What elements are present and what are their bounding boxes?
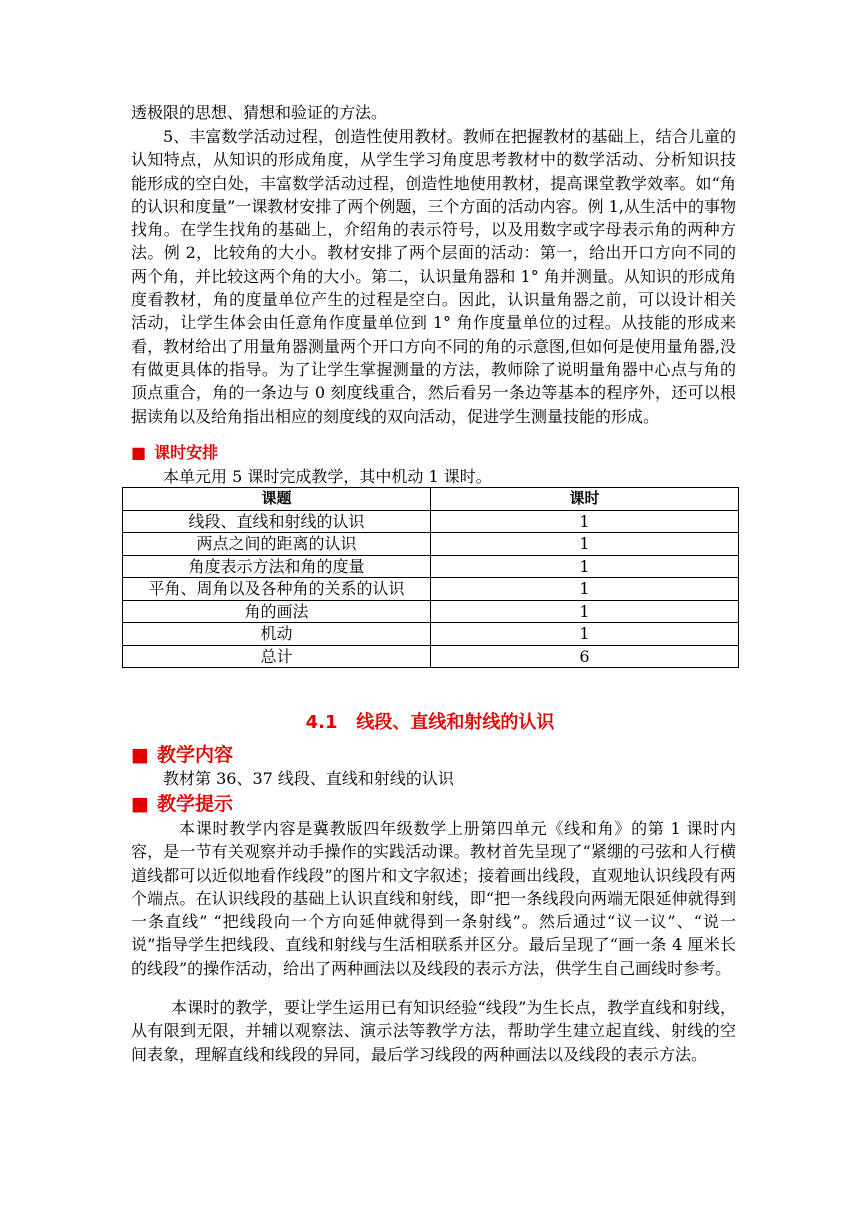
content-heading-text: 教学内容 <box>156 744 233 766</box>
schedule-heading <box>131 442 218 464</box>
topic-cell: 平角、周角以及各种角的关系的认识 <box>123 578 431 601</box>
tips-heading-text: 教学提示 <box>156 793 233 815</box>
hours-cell: 1 <box>431 510 739 533</box>
tips-paragraph-2: 本课时的教学，要让学生运用已有知识经验“线段”为生长点，教学直线和射线，从有限到无限，并辅以观察法、演示法等教学方法，帮助学生建立起直线、射线的空间表象，理解直线和线段的异同，最后学习线段的两种画法以及线段的表示方法。 <box>131 998 736 1064</box>
lesson-title: 4.1 线段、直线和射线的认识 <box>305 712 555 733</box>
table-header-row <box>123 488 739 511</box>
table-row <box>123 623 739 646</box>
topic-cell: 两点之间的距离的认识 <box>123 533 431 556</box>
table-row <box>123 555 739 578</box>
schedule-heading-text: 课时安排 <box>154 443 219 462</box>
tips-paragraph-1: 本课时教学内容是冀教版四年级数学上册第四单元《线和角》的第 1 课时内容，是一节有关观察并动手操作的实践活动课。教材首先呈现了“紧绷的弓弦和人行横道线都可以近似地看作线段”的图片和文字叙述；接着画出线段，直观地认识线段有两个端点。在认识线段的基础上认识直线和射线，即“把一条线段向两端无限延伸就得到一条直线” “把线段向一个方向延伸就得到一条射线”。然后通过“议一议”、“说一说”指导学生把线段、直线和射线与生活相联系并区分。最后呈现了“画一条 4 厘米长的线段”的操作活动，给出了两种画法以及线段的表示方法，供学生自己画线时参考。 <box>131 819 736 978</box>
content-text: 教材第 36、37 线段、直线和射线的认识 <box>163 769 454 788</box>
paragraph-continuation: 透极限的思想、猜想和验证的方法。 <box>131 103 388 122</box>
table-row <box>123 600 739 623</box>
tips-heading <box>131 791 233 817</box>
column-header-hours: 课时 <box>431 488 739 511</box>
hours-cell: 1 <box>431 623 739 646</box>
hours-cell: 1 <box>431 555 739 578</box>
square-bullet-icon: ■ <box>131 793 149 815</box>
square-bullet-icon: ■ <box>131 744 149 766</box>
topic-cell: 线段、直线和射线的认识 <box>123 510 431 533</box>
table-row <box>123 533 739 556</box>
content-heading <box>131 742 233 768</box>
square-bullet-icon: ■ <box>131 443 147 462</box>
schedule-table <box>122 487 739 668</box>
topic-cell: 角度表示方法和角的度量 <box>123 555 431 578</box>
table-row <box>123 578 739 601</box>
topic-cell: 角的画法 <box>123 600 431 623</box>
hours-cell: 6 <box>431 645 739 668</box>
topic-cell: 总计 <box>123 645 431 668</box>
hours-cell: 1 <box>431 600 739 623</box>
table-row <box>123 510 739 533</box>
column-header-topic: 课题 <box>123 488 431 511</box>
topic-cell: 机动 <box>123 623 431 646</box>
hours-cell: 1 <box>431 533 739 556</box>
table-row-total <box>123 645 739 668</box>
schedule-intro: 本单元用 5 课时完成教学，其中机动 1 课时。 <box>163 467 492 486</box>
hours-cell: 1 <box>431 578 739 601</box>
paragraph-item-5: 5、丰富数学活动过程，创造性使用教材。教师在把握教材的基础上，结合儿童的认知特点，从知识的形成角度，从学生学习角度思考教材中的数学活动、分析知识技能形成的空白处，丰富数学活动过程，创造性地使用教材，提高课堂教学效率。如“角的认识和度量”一课教材安排了两个例题，三个方面的活动内容。例 1,从生活中的事物找角。在学生找角的基础上，介绍角的表示符号，以及用数字或字母表示角的两种方法。例 2，比较角的大小。教材安排了两个层面的活动：第一，给出开口方向不同的两个角，并比较这两个角的大小。第二，认识量角器和 1° 角并测量。从知识的形成角度看教材，角的度量单位产生的过程是空白。因此，认识量角器之前，可以设计相关活动，让学生体会由任意角作度量单位到 1° 角作度量单位的过程。从技能的形成来看，教材给出了用量角器测量两个开口方向不同的角的示意图,但如何是使用量角器,没有做更具体的指导。为了让学生掌握测量的方法，教师除了说明量角器中心点与角的顶点重合，角的一条边与 0 刻度线重合，然后看另一条边等基本的程序外，还可以根据读角以及给角指出相应的刻度线的双向活动，促进学生测量技能的形成。 <box>131 127 736 426</box>
